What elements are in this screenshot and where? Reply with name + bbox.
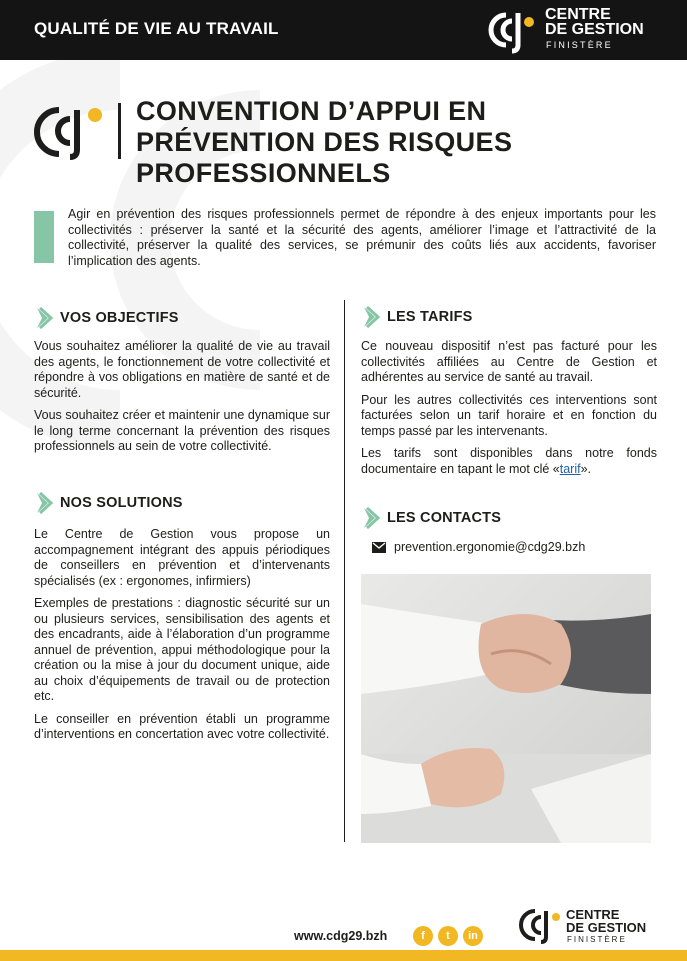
tarif-link[interactable]: tarif bbox=[559, 461, 581, 476]
objectifs-body: Vous souhaitez améliorer la qualité de vie au travail des agents, le fonctionnement de votre collectivité et répondre à vos obligations en matière de santé et de sécurité. Vous souhaitez créer et maintenir une dynamique sur le long terme concernant la prévention des risques professionnels au sein de votre collectivité. bbox=[34, 339, 330, 453]
title-divider bbox=[118, 103, 121, 159]
twitter-icon[interactable]: t bbox=[438, 926, 458, 946]
solutions-body: Le Centre de Gestion vous propose un accompagnement intégrant des appuis périodiques de conseillers en prévention et d’intervenants spécialisés (ex : ergonomes, infirmiers) Exemples de prestations : diagnostic sécurité sur un ou plusieurs services, sensibilisation des agents et des encadrants, aide à l’élaboration d’un programme annuel de prévention, appui méthodologique pour la création ou la mise à jour du document unique, aide au choix d’équipements de travail ou de protection etc. Le conseiller en prévention établi un programme d’interventions en concertation avec votre collectivité. bbox=[34, 527, 330, 741]
footer-logo-text: CENTRE DE GESTION bbox=[566, 907, 647, 935]
footer-logo-subtitle: FINISTÈRE bbox=[567, 935, 627, 944]
envelope-icon bbox=[372, 542, 386, 553]
handshake-photo bbox=[361, 574, 651, 843]
header-logo-text: CENTRE DE GESTION bbox=[545, 6, 644, 38]
chevron-right-icon bbox=[361, 506, 381, 530]
facebook-icon[interactable]: f bbox=[413, 926, 433, 946]
intro-paragraph: Agir en prévention des risques professionnels permet de répondre à des enjeux importants pour les collectivités : préserver la santé et la sécurité des agents, améliorer l’image et l’attractivité de la collectivité, préserver la qualité des services, se prémunir des coûts liés aux accidents, favoriser l’implication des agents. bbox=[68, 207, 656, 268]
cdg-logo-icon bbox=[482, 5, 542, 55]
cdg-footer-logo-icon bbox=[518, 906, 564, 946]
intro-accent-bar bbox=[34, 211, 54, 263]
footer-accent-line bbox=[0, 950, 687, 961]
footer-website[interactable]: www.cdg29.bzh bbox=[294, 929, 388, 943]
page-title: CONVENTION D’APPUI EN PRÉVENTION DES RISQUES PROFESSIONNELS bbox=[136, 96, 513, 188]
section-heading-tarifs: LES TARIFS bbox=[361, 305, 473, 329]
tarifs-body: Ce nouveau dispositif n’est pas facturé pour les collectivités affiliées au Centre de Gestion et adhérentes au service de santé au travail. Pour les autres collectivités ces interventions sont facturées selon un tarif horaire et en fonction du temps passé par les intervenants. Les tarifs sont disponibles dans notre fonds documentaire en tapant le mot clé «tarif». bbox=[361, 339, 657, 476]
linkedin-icon[interactable]: in bbox=[463, 926, 483, 946]
contact-email[interactable] bbox=[372, 540, 585, 554]
chevron-right-icon bbox=[361, 305, 381, 329]
contact-email-text: prevention.ergonomie@cdg29.bzh bbox=[394, 540, 586, 554]
header-logo bbox=[482, 5, 682, 55]
header-label: QUALITÉ DE VIE AU TRAVAIL bbox=[34, 19, 279, 38]
footer-logo bbox=[518, 906, 668, 946]
column-divider bbox=[344, 300, 345, 842]
section-heading-objectifs: VOS OBJECTIFS bbox=[34, 306, 179, 330]
section-heading-contacts: LES CONTACTS bbox=[361, 506, 501, 530]
chevron-right-icon bbox=[34, 306, 54, 330]
cdg-main-logo-icon bbox=[32, 102, 112, 162]
chevron-right-icon bbox=[34, 491, 54, 515]
header-bar bbox=[0, 0, 687, 60]
header-logo-subtitle: FINISTÈRE bbox=[546, 40, 613, 50]
section-heading-solutions: NOS SOLUTIONS bbox=[34, 491, 183, 515]
